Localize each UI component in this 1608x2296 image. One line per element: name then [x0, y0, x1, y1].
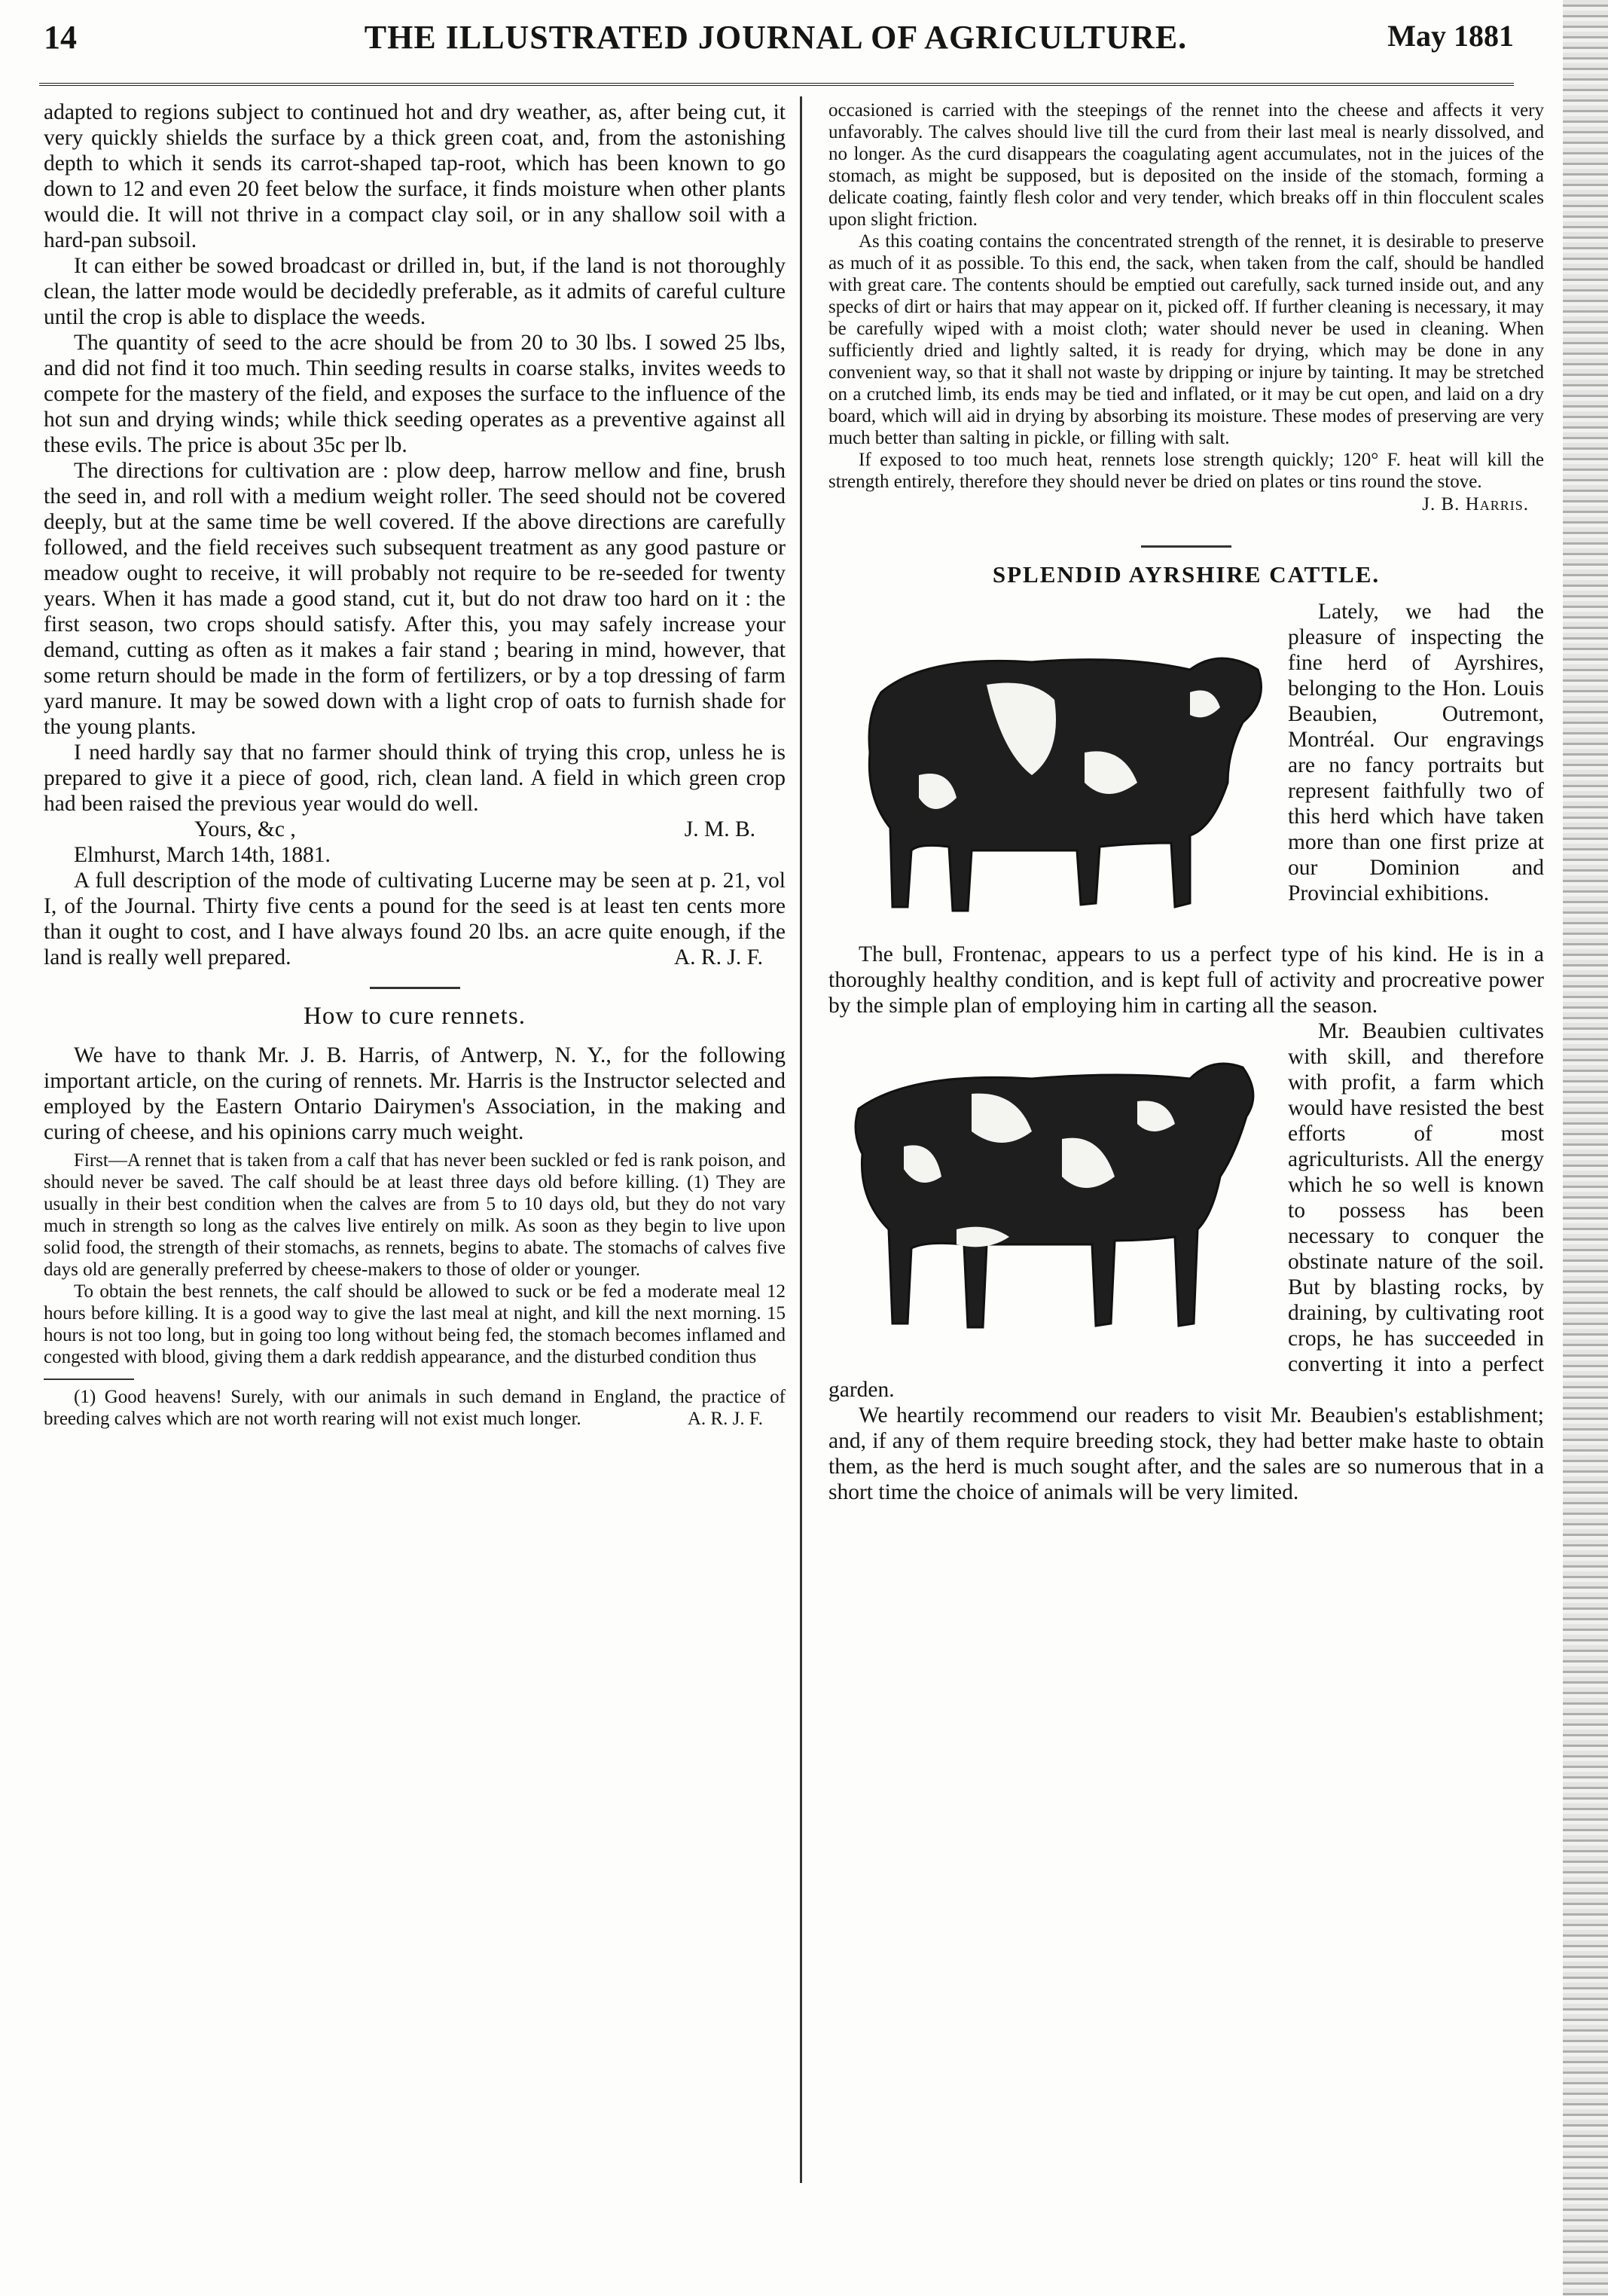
footnote-text: (1) Good heavens! Surely, with our animals in such demand in England, the practice of breeding calves which are not worth rearing will not exist much longer. A. R. J. F.: [44, 1387, 786, 1429]
lucerne-paragraph-4: The directions for cultivation are : plow deep, harrow mellow and fine, brush the seed in, and roll with a medium weight roller. The seed should not be covered deeply, but at the same time be well covered. If the above directions are carefully followed, and the field receives such subsequent treatment as any good pasture or meadow ought to receive, it will probably not require to be re-seeded for twenty years. When it has made a good stand, cut it, but do not draw too hard on it : the first season, two crops should satisfy. After this, you may safely increase your demand, cutting as often as it makes a fair stand ; bearing in mind, however, that some return should be made in the form of fertilizers, or by a top dressing of farm yard manure. It may be sowed down with a light crop of oats to furnish shade for the young plants.: [44, 459, 786, 739]
header-rule: [39, 83, 1514, 86]
editor-note-signature: A. R. J. F.: [673, 945, 763, 969]
lucerne-paragraph-5: I need hardly say that no farmer should think of trying this crop, unless he is prepared to give it a piece of good, rich, clean land. A field in which green crop had been raised the previous year would do well.: [44, 740, 786, 816]
editor-note: A full description of the mode of cultivating Lucerne may be seen at p. 21, vol I, of the Journal. Thirty five cents a pound for the seed is at least ten cents more than it ought to cost, and I have always found 20 lbs. an acre quite enough, if the land is really well prepared. A. R. J. F.: [44, 869, 786, 969]
footnote-rule: [44, 1379, 134, 1380]
cattle-paragraph-2: The bull, Frontenac, appears to us a perfect type of his kind. He is in a thoroughly healthy condition, and is kept full of activity and procreative power by the simple plan of employing him in carting all the season.: [828, 942, 1544, 1018]
cattle-intro: Lately, we had the pleasure of inspecting the fine herd of Ayrshires, belonging to the Hon. Louis Beaubien, Outremont, Montréal. Our engravings are no fancy portraits but represent faithfully two of this herd which have taken more than one first prize at our Dominion and Provincial exhibitions.: [1288, 600, 1544, 905]
rennets-paragraph-1: First—A rennet that is taken from a calf that has never been suckled or fed is rank poison, and should never be saved. The calf should be at least three days old before killing. (1) They are usually in their best condition when the calves are from 5 to 10 days old, but they do not vary much in strength so long as the calves live entirely on milk. As soon as they begin to live upon solid food, the strength of their stomachs, as rennets, begins to abate. The stomachs of calves five days old are generally preferred by cheese-makers to those of older or younger.: [44, 1150, 786, 1280]
footnote-signature: A. R. J. F.: [687, 1409, 763, 1429]
rennets-intro: We have to thank Mr. J. B. Harris, of Antwerp, N. Y., for the following important article, on the curing of rennets. Mr. Harris is the Instructor selected and employed by the Eastern Ontario Dairymen's Association, in the making and curing of cheese, and his opinions carry much weight.: [44, 1043, 786, 1144]
section-divider-2: [1141, 545, 1231, 548]
cattle-heading: SPLENDID AYRSHIRE CATTLE.: [992, 561, 1381, 588]
lucerne-paragraph-1: adapted to regions subject to continued hot and dry weather, as, after being cut, it very quickly shields the surface by a thick green coat, and, from the astonishing depth to which it sends its carrot-shaped tap-root, which has been known to go down to 12 and even 20 feet below the surface, it finds moisture when other plants would die. It will not thrive in a compact clay soil, or in any shallow soil with a hard-pan subsoil.: [44, 100, 786, 252]
rennets-heading: How to cure rennets.: [304, 1003, 526, 1030]
cow-engraving: [836, 1026, 1273, 1354]
journal-title: THE ILLUSTRATED JOURNAL OF AGRICULTURE.: [364, 19, 1188, 56]
cattle-paragraph-4: We heartily recommend our readers to visit Mr. Beaubien's establishment; and, if any of them require breeding stock, they had better make haste to obtain them, as the herd is much sought after, and the sales are so numerous that in a short time the choice of animals will be very limited.: [828, 1403, 1544, 1504]
rennets-article: [44, 1150, 786, 1368]
section-divider: [370, 987, 460, 989]
closing-initials: J. M. B.: [684, 817, 755, 841]
letter-closing: [44, 817, 786, 842]
page-edge-scan: [1563, 0, 1608, 2296]
rennets-signature: J. B. Harris.: [1422, 494, 1529, 514]
rennets-paragraph-2: To obtain the best rennets, the calf should be allowed to suck or be fed a moderate meal 12 hours before killing. It is a good way to give the last meal at night, and kill the next morning. 15 hours is not too long, but in going too long without being fed, the stomach becomes inflamed and congested with blood, giving them a dark reddish appearance, and the disturbed condition thus: [44, 1281, 786, 1367]
footnote: [44, 1379, 786, 1430]
page-number: 14: [44, 19, 77, 56]
rennets-paragraph-3: occasioned is carried with the steepings of the rennet into the cheese and affects it very unfavorably. The calves should live till the curd from their last meal is nearly dissolved, and no longer. As the curd disappears the coagulating agent accumulates, not in the juices of the stomach, as might be supposed, but is deposited on the inside of the stomach, forming a delicate coating, faintly flesh color and very tender, which breaks off in thin flocculent scales upon slight friction.: [828, 100, 1544, 230]
page-header: [38, 18, 1514, 60]
place-date: Elmhurst, March 14th, 1881.: [74, 843, 331, 867]
closing-text: Yours, &c ,: [194, 817, 296, 841]
left-column: [44, 99, 786, 1430]
lucerne-paragraph-3: The quantity of seed to the acre should be from 20 to 30 lbs. I sowed 25 lbs, and did not find it too much. Thin seeding results in coarse stalks, invites weeds to compete for the mastery of the field, and exposes the surface to the influence of the hot sun and drying winds; while thick seeding operates as a preventive against all these evils. The price is about 35c per lb.: [44, 331, 786, 457]
rennets-paragraph-5: If exposed to too much heat, rennets lose strength quickly; 120° F. heat will kill the strength entirely, therefore they should never be dried on plates or tins round the stove.: [828, 450, 1544, 492]
cattle-paragraph-3: Mr. Beaubien cultivates with skill, and therefore with profit, a farm which would have resisted the best efforts of most agriculturists. All the energy which he so well is known to possess has been necessary to conquer the obstinate nature of the soil. But by blasting rocks, by draining, by cultivating root crops, he has succeeded in converting it into a perfect garden.: [828, 1019, 1544, 1402]
lucerne-paragraph-2: It can either be sowed broadcast or drilled in, but, if the land is not thoroughly clean, the latter mode would be decidedly preferable, as it admits of careful culture until the crop is able to displace the weeds.: [44, 254, 786, 329]
column-divider: [800, 96, 802, 2183]
bull-engraving: [836, 602, 1273, 937]
rennets-continued: [828, 99, 1544, 515]
right-column: [828, 99, 1544, 1505]
rennets-paragraph-4: As this coating contains the concentrated strength of the rennet, it is desirable to preserve as much of it as possible. To this end, the sack, when taken from the calf, should be handled with great care. The contents should be emptied out carefully, sack turned inside out, and any specks of dirt or hairs that may appear on it, picked off. If further cleaning is necessary, it may be carefully wiped with a moist cloth; water should never be used in cleaning. When sufficiently dried and lightly salted, it is ready for drying, which may be done in any convenient way, so that it shall not waste by dripping or injure by tainting. It may be stretched on a crutched limb, its ends may be tied and inflated, or it may be cut open, and laid on a dry board, which will aid in drying by absorbing its moisture. These modes of preserving are very much better than salting in pickle, or filling with salt.: [828, 231, 1544, 448]
issue-date: May 1881: [1387, 19, 1514, 53]
